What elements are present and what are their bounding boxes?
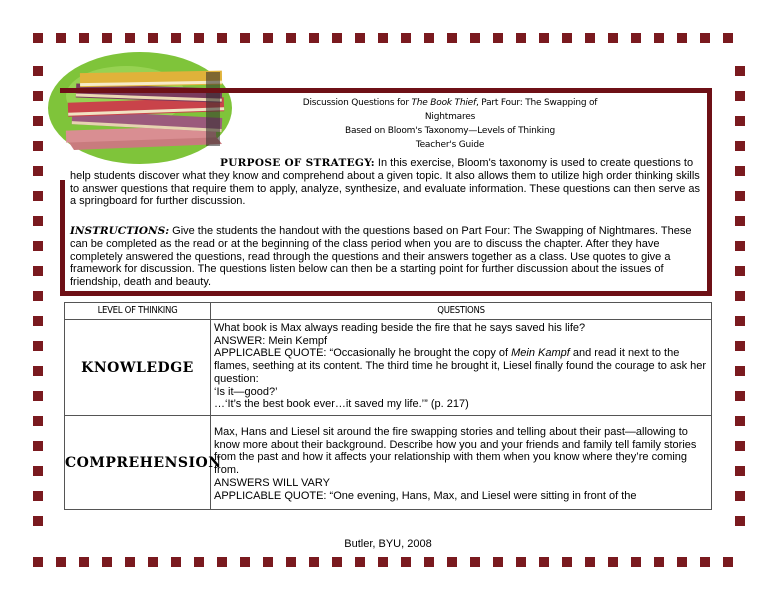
border-square [401,557,411,567]
table-row [65,416,712,510]
border-square [332,33,342,43]
quote-line: …‘It’s the best book ever…it saved my life.’” (p. 217) [214,398,469,411]
border-square [102,33,112,43]
border-square [677,33,687,43]
header-line-1: Discussion Questions for The Book Thief, Part Four: The Swapping of Nightmares [302,98,598,122]
border-square [470,33,480,43]
purpose-label: PURPOSE OF STRATEGY: [220,157,375,169]
border-square [33,557,43,567]
border-square [378,557,388,567]
border-square [194,557,204,567]
quote-text: APPLICABLE QUOTE: “Occasionally he brought the copy of Mein Kampf and read it next to the flames, seething at its content. The third time he brought it, Liesel finally found the courage to ask her question: [214,347,707,385]
table-header-row [65,303,712,320]
border-square [562,33,572,43]
border-square [56,33,66,43]
border-square [332,557,342,567]
border-square [102,557,112,567]
border-square [217,557,227,567]
header-line-2: Based on Bloom's Taxonomy—Levels of Thinking [345,126,555,136]
instructions-label: INSTRUCTIONS: [70,225,170,237]
border-square [631,33,641,43]
border-square [33,116,43,126]
border-square [516,33,526,43]
border-square [309,33,319,43]
quote-text: APPLICABLE QUOTE: “One evening, Hans, Max, and Liesel were sitting in front of the [214,489,637,502]
border-square [240,557,250,567]
border-square [735,416,745,426]
border-square [33,166,43,176]
answer-text: ANSWERS WILL VARY [214,476,330,489]
border-square [33,216,43,226]
table-row [65,320,712,416]
border-square [735,141,745,151]
level-knowledge: KNOWLEDGE [65,320,211,416]
border-square [735,191,745,201]
border-square [631,557,641,567]
border-square [735,66,745,76]
border-square [654,33,664,43]
border-square [33,141,43,151]
border-square [33,516,43,526]
border-square [735,291,745,301]
quote-line: ‘Is it—good?’ [214,385,278,398]
border-square [309,557,319,567]
border-square [539,557,549,567]
border-square [56,557,66,567]
border-square [33,33,43,43]
border-square [33,491,43,501]
border-square [493,557,503,567]
questions-table [64,302,712,510]
border-square [735,441,745,451]
border-square [516,557,526,567]
border-square [286,557,296,567]
border-square [424,557,434,567]
border-square [585,557,595,567]
border-square [735,91,745,101]
border-square [735,241,745,251]
footer-credit: Butler, BYU, 2008 [344,538,432,550]
border-square [33,391,43,401]
border-square [608,33,618,43]
border-square [735,516,745,526]
instructions-text: Give the students the handout with the questions based on Part Four: The Swapping of Nightmares. These can be completed as the read or at the beginning of the class period when you are to discuss the chapter. After they have completely answered the questions, read through the questions and their answers together as a class. Use quotes to give a framework for discussion. The questions listen below can then be a starting point for further discussion about the issues of friendship, death and beauty. [70,225,692,289]
border-square [585,33,595,43]
document-header [300,96,600,152]
border-square [735,466,745,476]
border-square [171,33,181,43]
border-square [79,557,89,567]
border-square [735,266,745,276]
border-square [735,341,745,351]
border-square [735,216,745,226]
border-square [677,557,687,567]
border-square [286,33,296,43]
border-square [33,341,43,351]
border-square [33,466,43,476]
border-square [33,366,43,376]
border-square [33,316,43,326]
border-square [735,366,745,376]
border-square [493,33,503,43]
border-square [608,557,618,567]
border-square [700,557,710,567]
border-square [125,557,135,567]
header-line-3: Teacher's Guide [415,140,485,150]
border-square [654,557,664,567]
border-square [735,166,745,176]
border-square [194,33,204,43]
purpose-paragraph [70,157,704,208]
border-square [735,391,745,401]
border-square [33,291,43,301]
border-square [700,33,710,43]
border-square [33,441,43,451]
questions-cell [211,416,712,510]
border-square [378,33,388,43]
purpose-text: In this exercise, Bloom's taxonomy is used to create questions to help students discover what they know and comprehend about a given topic. It also allows them to utilize high order thinking skills to answer questions that require them to apply, analyze, synthesize, and evaluate information. These questions can then serve as a springboard for further discussion. [70,157,701,208]
questions-cell [211,320,712,416]
border-square [735,491,745,501]
border-square [263,557,273,567]
border-square [79,33,89,43]
border-square [355,557,365,567]
header-frame-left-edge [60,180,65,296]
border-square [33,66,43,76]
question-text: What book is Max always reading beside the fire that he says saved his life? [214,322,586,334]
border-square [401,33,411,43]
border-square [217,33,227,43]
border-square [723,557,733,567]
border-square [33,191,43,201]
question-text: Max, Hans and Liesel sit around the fire swapping stories and telling about their past—allowing to know more about their background. Describe how you and your friends and family tell family stories from the past and how it affects your relationship with them when you know where they’re coming from. [214,426,697,477]
border-square [33,416,43,426]
border-square [125,33,135,43]
column-header-level: LEVEL OF THINKING [65,303,211,320]
border-square [470,557,480,567]
border-square [148,557,158,567]
border-square [33,266,43,276]
border-square [723,33,733,43]
border-square [263,33,273,43]
border-square [33,91,43,101]
border-square [240,33,250,43]
border-square [735,116,745,126]
border-square [171,557,181,567]
border-square [735,316,745,326]
border-square [539,33,549,43]
border-square [447,33,457,43]
border-square [447,557,457,567]
level-comprehension: COMPREHENSION [65,416,211,510]
column-header-questions: QUESTIONS [211,303,712,320]
border-square [424,33,434,43]
border-square [33,241,43,251]
border-square [562,557,572,567]
border-square [148,33,158,43]
border-square [355,33,365,43]
answer-text: ANSWER: Mein Kempf [214,334,328,347]
instructions-paragraph [70,225,704,289]
